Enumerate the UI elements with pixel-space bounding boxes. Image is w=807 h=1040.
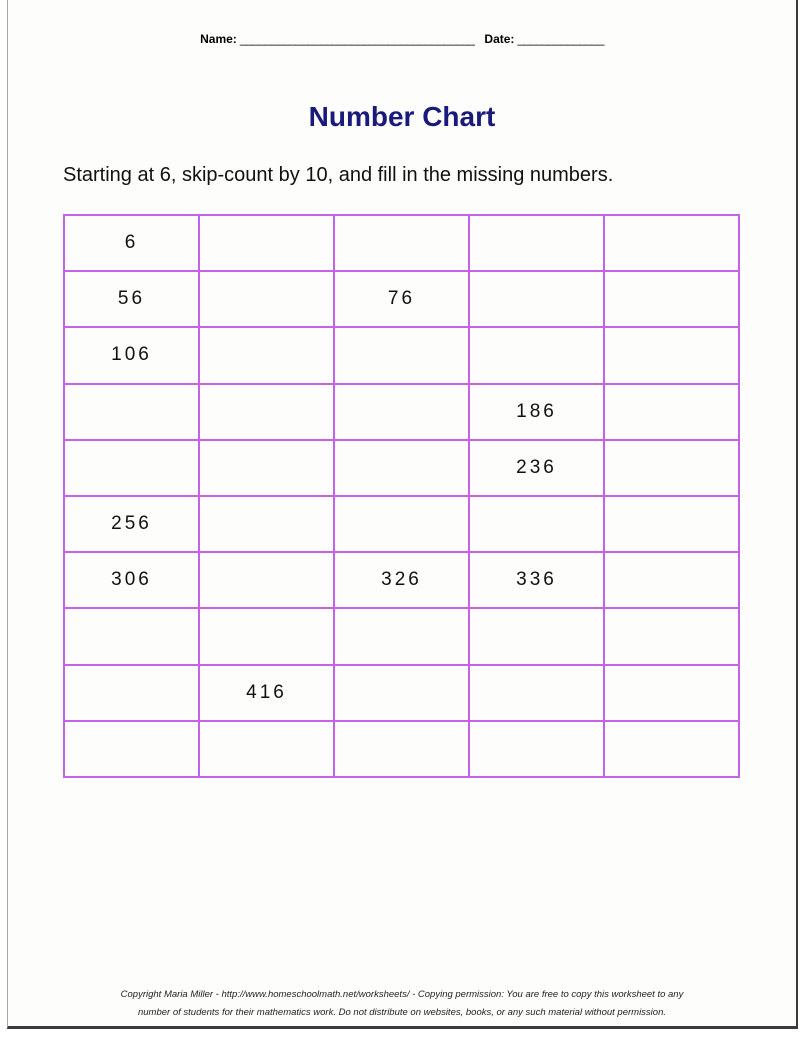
footer-line-2: number of students for their mathematics work. Do not distribute on websites, books, or any such material without permission. [137, 1007, 666, 1018]
grid-cell [199, 552, 334, 608]
grid-cell [604, 721, 739, 777]
grid-cell [64, 440, 199, 496]
grid-row [64, 215, 739, 271]
grid-cell: 416 [199, 665, 334, 721]
grid-cell: 236 [469, 440, 604, 496]
grid-row [64, 271, 739, 327]
grid-cell [604, 327, 739, 383]
grid-cell [334, 608, 469, 664]
grid-cell [604, 271, 739, 327]
grid-cell [334, 384, 469, 440]
grid-cell [334, 440, 469, 496]
grid-cell [334, 721, 469, 777]
grid-row [64, 721, 739, 777]
grid-row [64, 496, 739, 552]
grid-cell [199, 608, 334, 664]
grid-row [64, 327, 739, 383]
grid-cell [604, 215, 739, 271]
name-label: Name: [200, 32, 237, 46]
grid-cell [604, 552, 739, 608]
grid-cell [469, 496, 604, 552]
grid-cell: 76 [334, 271, 469, 327]
grid-row [64, 552, 739, 608]
grid-cell [64, 608, 199, 664]
grid-cell [469, 608, 604, 664]
worksheet-page [7, 0, 798, 1029]
grid-cell: 186 [469, 384, 604, 440]
grid-cell [199, 440, 334, 496]
grid-cell [469, 215, 604, 271]
grid-cell [469, 271, 604, 327]
grid-row [64, 608, 739, 664]
grid-cell [334, 215, 469, 271]
grid-cell [64, 721, 199, 777]
grid-cell [334, 665, 469, 721]
grid-cell [64, 665, 199, 721]
grid-cell [199, 271, 334, 327]
grid-cell [199, 215, 334, 271]
grid-cell [604, 440, 739, 496]
name-blank: ______________________________________ [239, 32, 475, 46]
grid-cell [469, 721, 604, 777]
student-info-line [8, 32, 796, 46]
grid-cell: 6 [64, 215, 199, 271]
grid-cell [199, 721, 334, 777]
grid-cell: 56 [64, 271, 199, 327]
grid-cell [199, 384, 334, 440]
instructions-text: Starting at 6, skip-count by 10, and fill in the missing numbers. [63, 164, 614, 186]
grid-row [64, 665, 739, 721]
grid-cell [469, 665, 604, 721]
date-blank: ______________ [517, 32, 604, 46]
grid-cell [334, 327, 469, 383]
copyright-footer [8, 986, 796, 1022]
footer-line-1: Copyright Maria Miller - http://www.homeschoolmath.net/worksheets/ - Copying permission: You are free to copy this worksheet to any [120, 989, 684, 1000]
grid-cell [334, 496, 469, 552]
grid-cell [604, 665, 739, 721]
grid-cell [604, 384, 739, 440]
grid-cell [604, 608, 739, 664]
grid-cell: 326 [334, 552, 469, 608]
grid-row [64, 384, 739, 440]
grid-cell: 336 [469, 552, 604, 608]
grid-cell: 306 [64, 552, 199, 608]
grid-cell [199, 327, 334, 383]
grid-row [64, 440, 739, 496]
grid-cell: 256 [64, 496, 199, 552]
grid-cell: 106 [64, 327, 199, 383]
grid-cell [199, 496, 334, 552]
worksheet-title: Number Chart [308, 101, 496, 132]
grid-cell [64, 384, 199, 440]
grid-cell [604, 496, 739, 552]
date-label: Date: [484, 32, 515, 46]
grid-cell [469, 327, 604, 383]
number-chart-grid [63, 214, 740, 778]
